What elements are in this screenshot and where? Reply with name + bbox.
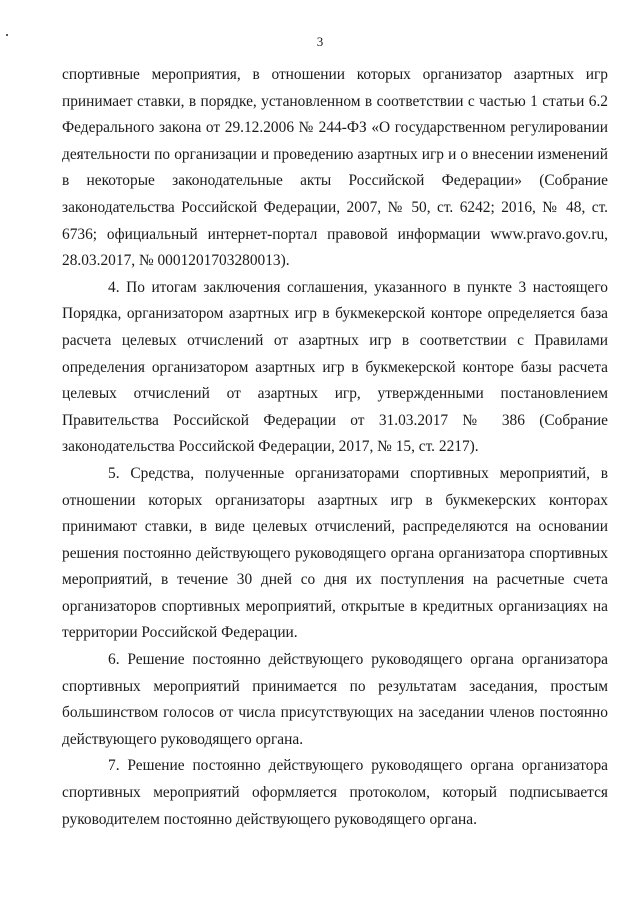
paragraph-continuation: спортивные мероприятия, в отношении которых организатор азартных игр принимает ставки, в порядке, установленном в соответствии с частью 1 статьи 6.2 Федерального закона от 29.12.2006 № 244-ФЗ «О государственном регулировании деятельности по организации и проведению азартных игр и о внесении изменений в некоторые законодательные акты Российской Федерации» (Собрание законодательства Российской Федерации, 2007, № 50, ст. 6242; 2016, № 48, ст. 6736; официальный интернет-портал правовой информации www.pravo.gov.ru, 28.03.2017, № 0001201703280013).	[62, 66, 608, 270]
paragraph-item-6: 6. Решение постоянно действующего руководящего органа организатора спортивных мероприятий принимается по результатам заседания, простым большинством голосов от числа присутствующих на заседании членов постоянно действующего руководящего органа.	[62, 651, 608, 748]
document-body	[62, 62, 608, 833]
paragraph-item-7: 7. Решение постоянно действующего руководящего органа организатора спортивных мероприятий оформляется протоколом, который подписывается руководителем постоянно действующего руководящего органа.	[62, 757, 608, 828]
paragraph-item-4: 4. По итогам заключения соглашения, указанного в пункте 3 настоящего Порядка, организатором азартных игр в букмекерской конторе определяется база расчета целевых отчислений от азартных игр в соответствии с Правилами определения организатором азартных игр в букмекерской конторе базы расчета целевых отчислений от азартных игр, утвержденными постановлением Правительства Российской Федерации от 31.03.2017 № 386 (Собрание законодательства Российской Федерации, 2017, № 15, ст. 2217).	[62, 278, 608, 456]
paragraph-item-5: 5. Средства, полученные организаторами спортивных мероприятий, в отношении которых организаторы азартных игр в букмекерских конторах принимают ставки, в виде целевых отчислений, распределяются на основании решения постоянно действующего руководящего органа организатора спортивных мероприятий, в течение 30 дней со дня их поступления на расчетные счета организаторов спортивных мероприятий, открытые в кредитных организациях на территории Российской Федерации.	[62, 464, 608, 642]
page-number: 3	[316, 34, 324, 49]
